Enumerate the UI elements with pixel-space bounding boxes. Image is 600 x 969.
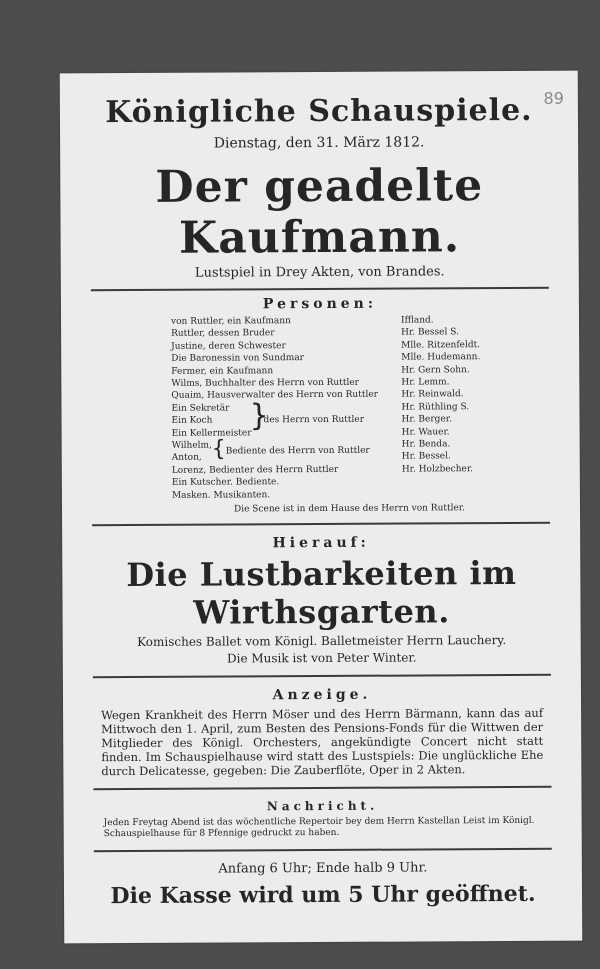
cast-actor: Mlle. Hudemann. — [401, 352, 481, 363]
group-brace: { — [211, 436, 226, 462]
performance-date: Dienstag, den 31. März 1812. — [213, 134, 425, 152]
cast-actor: Hr. Benda. — [401, 439, 451, 450]
cast-role: Ein Koch — [171, 415, 213, 426]
cast-actor: Hr. Reinwald. — [401, 389, 464, 400]
cast-role: Ein Kutscher. Bediente. — [171, 477, 280, 488]
divider — [92, 522, 550, 526]
cast-role: Die Baronessin von Sundmar — [171, 353, 305, 364]
group-label: Bediente des Herrn von Ruttler — [225, 445, 370, 457]
ballet-heading: Hierauf: — [272, 534, 370, 552]
play-subtitle: Lustspiel in Drey Akten, von Brandes. — [194, 264, 445, 281]
divider — [93, 674, 551, 678]
info-text: Jeden Freytag Abend ist das wöchentliche Repertoir bey dem Herrn Kastellan Leist im Königl. Schauspielhause für 8 Pfennige gedruckt zu haben. — [103, 815, 535, 840]
cast-actor: Hr. Gern Sohn. — [401, 364, 470, 376]
cast-role: Ein Sekretär — [171, 403, 230, 414]
cast-role: Masken. Musikanten. — [171, 489, 271, 501]
cast-role: Ein Kellermeister — [171, 427, 252, 439]
cast-actor: Hr. Holzbecher. — [401, 464, 474, 475]
pencil-mark: 89 — [543, 88, 564, 108]
play-title: Der geadelte Kaufmann. — [155, 160, 484, 264]
group-label: des Herrn von Ruttler — [263, 414, 365, 426]
ballet-line-2: Die Musik ist von Peter Winter. — [226, 650, 417, 666]
group-brace: } — [249, 398, 269, 434]
ballet-title: Die Lustbarkeiten im Wirthsgarten. — [126, 553, 517, 632]
cast-actor: Hr. Bessel S. — [401, 327, 459, 338]
cast-role: Quaim, Hausverwalter des Herrn von Ruttler — [171, 390, 379, 402]
cast-actor: Hr. Rüthling S. — [401, 402, 470, 413]
cast-role: Wilhelm, — [171, 440, 212, 451]
cast-heading: Personen: — [262, 295, 378, 313]
cast-role: Wilms, Buchhalter des Herrn von Ruttler — [171, 377, 359, 389]
cast-role: Lorenz, Bedienter des Herrn Ruttler — [171, 464, 339, 476]
cast-role: Anton, — [171, 453, 202, 464]
cast-actor: Mlle. Ritzenfeldt. — [401, 339, 481, 351]
performance-times: Anfang 6 Uhr; Ende halb 9 Uhr. — [218, 860, 428, 877]
cast-role: Justine, deren Schwester — [171, 340, 286, 352]
notice-text: Wegen Krankheit des Herrn Möser und des Herrn Bärmann, kann das auf Mittwoch den 1. April, zum Besten des Pensions-Fonds für die Wittwen der Mitglieder des Königl. Orchesters, angekündigte Concert nicht statt finden. Im Schauspielhause wird statt des Lustspiels: Die unglückliche Ehe durch Delicatesse, gegeben: Die Zauberflöte, Oper in 2 Akten. — [101, 705, 544, 779]
cast-actor: Hr. Berger. — [401, 414, 452, 425]
divider — [91, 287, 549, 291]
cast-role: Fermer, ein Kaufmann — [171, 365, 274, 377]
cast-actor: Iffland. — [400, 315, 434, 326]
cast-actor: Hr. Lemm. — [401, 377, 450, 388]
cast-actor: Hr. Wauer. — [401, 426, 450, 438]
info-heading: Nachricht. — [266, 798, 379, 814]
playbill-sheet — [60, 71, 583, 944]
ballet-line-1: Komisches Ballet vom Königl. Balletmeister Herrn Lauchery. — [137, 633, 507, 649]
box-office-notice: Die Kasse wird um 5 Uhr geöffnet. — [110, 880, 536, 910]
cast-role: von Ruttler, ein Kaufmann — [171, 316, 291, 327]
scene-note: Die Scene ist in dem Hause des Herrn von Ruttler. — [233, 503, 466, 515]
cast-actor: Hr. Bessel. — [401, 451, 451, 462]
divider — [93, 786, 551, 790]
cast-list — [83, 311, 558, 518]
notice-heading: Anzeige. — [272, 686, 372, 704]
theatre-title: Königliche Schauspiele. — [105, 92, 533, 131]
cast-role: Ruttler, dessen Bruder — [171, 328, 275, 340]
divider — [94, 848, 552, 852]
